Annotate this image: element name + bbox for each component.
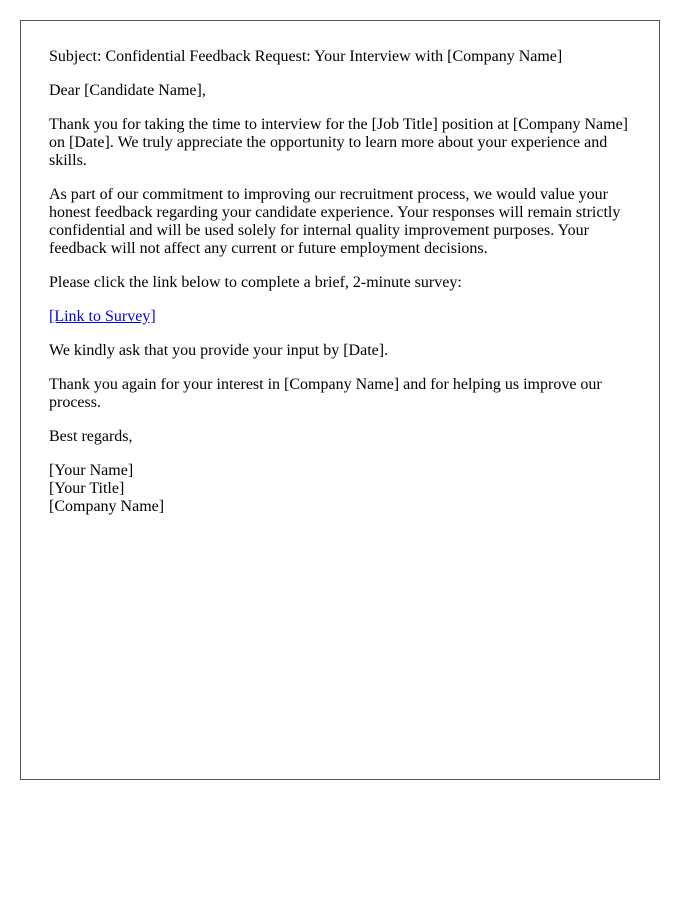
survey-prompt: Please click the link below to complete a brief, 2-minute survey: <box>49 274 462 291</box>
signature-title: [Your Title] <box>49 480 125 497</box>
survey-link-container <box>49 308 635 326</box>
signature-name: [Your Name] <box>49 462 134 479</box>
intro-paragraph: Thank you for taking the time to interview for the [Job Title] position at [Company Name] on [Date]. We truly appreciate the opportunity to learn more about your experience and skills. <box>49 116 629 169</box>
deadline-paragraph: We kindly ask that you provide your input by [Date]. <box>49 342 389 359</box>
feedback-paragraph: As part of our commitment to improving our recruitment process, we would value your honest feedback regarding your candidate experience. Your responses will remain strictly confidential and will be used solely for internal quality improvement purposes. Your feedback will not affect any current or future employment decisions. <box>49 186 621 257</box>
sign-off: Best regards, <box>49 428 133 445</box>
greeting: Dear [Candidate Name], <box>49 82 206 99</box>
letter-frame <box>20 20 660 780</box>
signature-block <box>49 462 635 516</box>
signature-company: [Company Name] <box>49 498 165 515</box>
closing-paragraph: Thank you again for your interest in [Company Name] and for helping us improve our process. <box>49 376 602 411</box>
letter-body <box>49 48 635 532</box>
survey-link[interactable]: [Link to Survey] <box>49 308 156 325</box>
subject-line: Subject: Confidential Feedback Request: Your Interview with [Company Name] <box>49 48 563 65</box>
